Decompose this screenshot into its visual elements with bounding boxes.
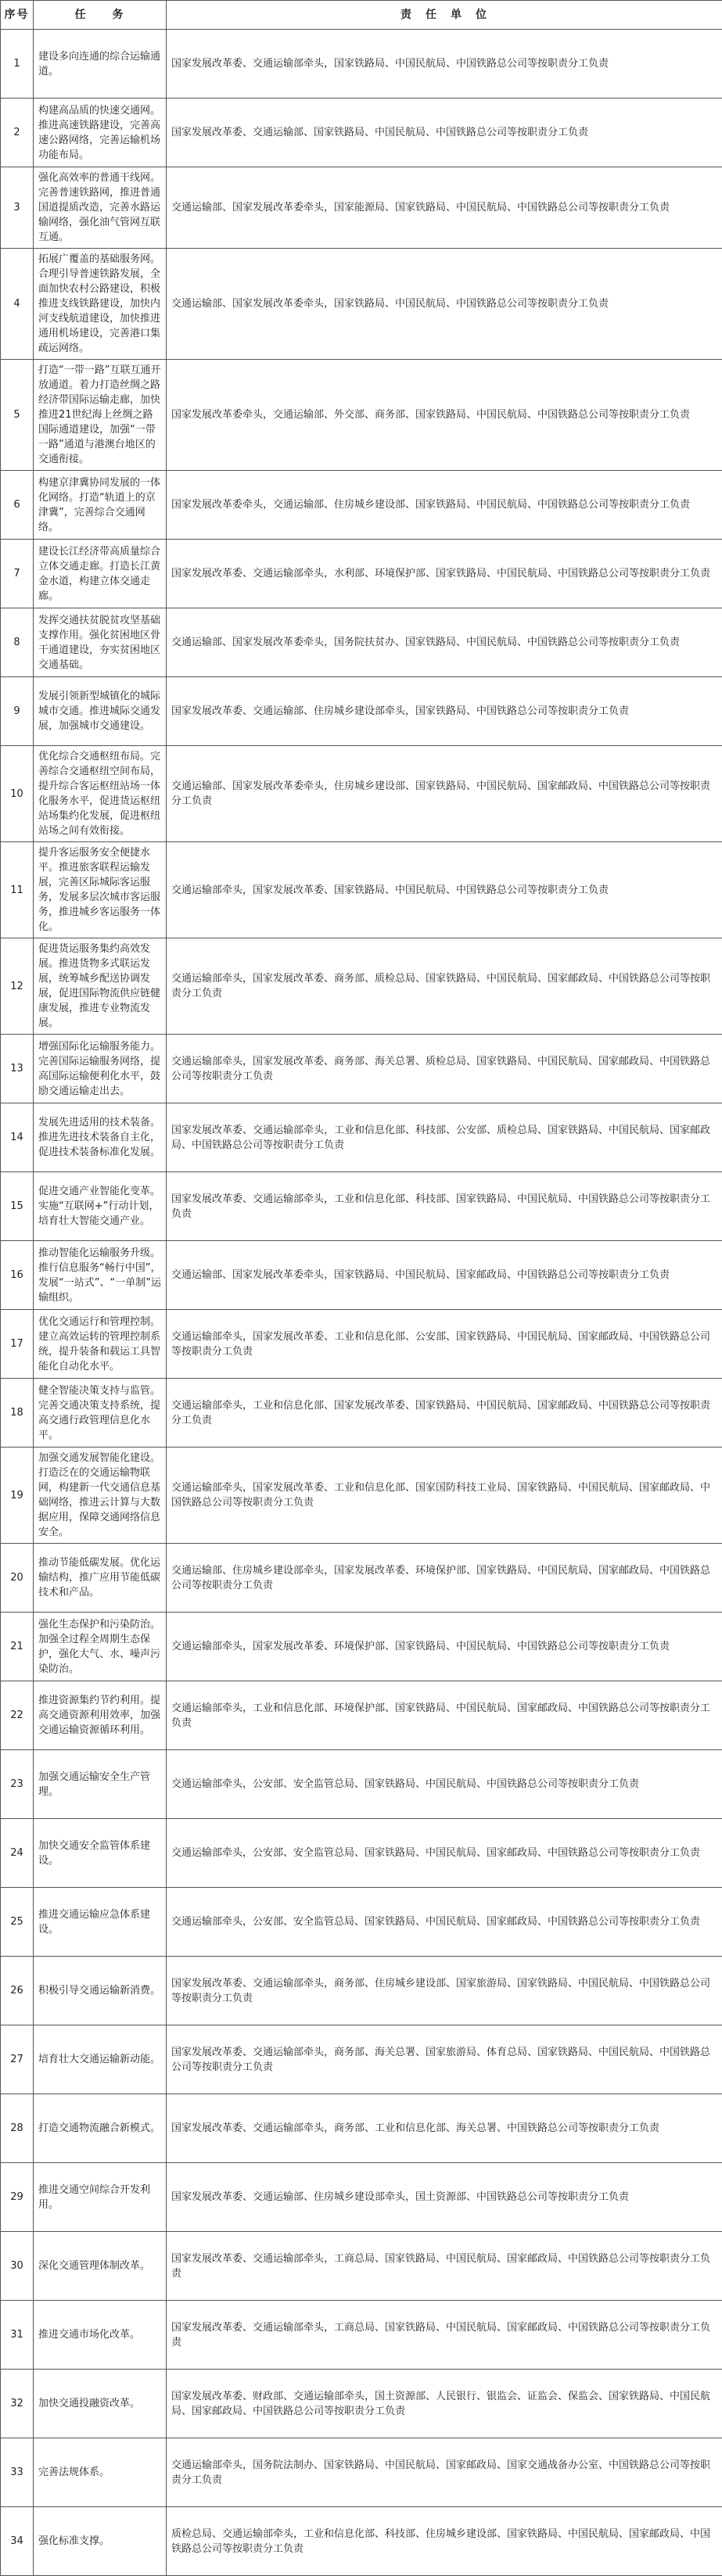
- row-index: 23: [1, 1750, 34, 1819]
- table-row: [1, 1957, 722, 2025]
- row-index: 8: [1, 608, 34, 677]
- table-row: [1, 249, 722, 360]
- row-dept: 国家发展改革委、交通运输部、住房城乡建设部牵头，国家铁路局、中国铁路总公司等按职责分工负责: [167, 677, 722, 746]
- row-dept: 国家发展改革委、交通运输部牵头，商务部、工业和信息化部、海关总署、中国铁路总公司等按职责分工负责: [167, 2094, 722, 2163]
- row-index: 29: [1, 2163, 34, 2232]
- row-task: 推动节能低碳发展。优化运输结构，推广应用节能低碳技术和产品。: [34, 1544, 167, 1613]
- row-dept: 交通运输部牵头，国家发展改革委、商务部、质检总局、国家铁路局、中国民航局、国家邮政局、中国铁路总公司等按职责分工负责: [167, 938, 722, 1035]
- row-dept: 交通运输部、国家发展改革委牵头，住房城乡建设部、国家铁路局、中国民航局、国家邮政局、中国铁路总公司等按职责分工负责: [167, 746, 722, 842]
- row-dept: 国家发展改革委、交通运输部牵头，工商总局、国家铁路局、中国民航局、国家邮政局、中国铁路总公司等按职责分工负责: [167, 2301, 722, 2370]
- row-dept: 国家发展改革委、交通运输部牵头，工业和信息化部、科技部、国家铁路局、中国民航局、中国铁路总公司等按职责分工负责: [167, 1172, 722, 1241]
- table-row: [1, 30, 722, 99]
- row-dept: 交通运输部牵头，国家发展改革委、商务部、海关总署、质检总局、国家铁路局、中国民航局、国家邮政局、中国铁路总公司等按职责分工负责: [167, 1035, 722, 1103]
- row-index: 20: [1, 1544, 34, 1613]
- row-index: 21: [1, 1613, 34, 1681]
- row-index: 32: [1, 2370, 34, 2438]
- row-index: 34: [1, 2507, 34, 2576]
- row-task: 构建高品质的快速交通网。推进高速铁路建设，完善高速公路网络，完善运输机场功能布局。: [34, 99, 167, 167]
- row-dept: 交通运输部、国家发展改革委牵头，国家铁路局、中国民航局、中国铁路总公司等按职责分工负责: [167, 249, 722, 360]
- row-task: 完善法规体系。: [34, 2438, 167, 2507]
- table-row: [1, 2094, 722, 2163]
- row-task: 促进交通产业智能化变革。实施“互联网+”行动计划，培育壮大智能交通产业。: [34, 1172, 167, 1241]
- row-dept: 交通运输部、国家发展改革委牵头，国家铁路局、中国民航局、国家邮政局、中国铁路总公司等按职责分工负责: [167, 1241, 722, 1310]
- header-index: 序号: [1, 1, 34, 30]
- row-dept: 国家发展改革委牵头，交通运输部、外交部、商务部、国家铁路局、中国民航局、中国铁路总公司等按职责分工负责: [167, 360, 722, 471]
- row-task: 发展先进适用的技术装备。推进先进技术装备自主化，促进技术装备标准化发展。: [34, 1103, 167, 1172]
- table-header-row: [1, 1, 722, 30]
- row-task: 加强交通发展智能化建设。打造泛在的交通运输物联网，构建新一代交通信息基础网络，推进云计算与大数据应用，保障交通网络信息安全。: [34, 1448, 167, 1544]
- row-task: 推进交通空间综合开发利用。: [34, 2163, 167, 2232]
- table-row: [1, 360, 722, 471]
- table-row: [1, 746, 722, 842]
- row-index: 2: [1, 99, 34, 167]
- row-index: 7: [1, 540, 34, 608]
- row-index: 15: [1, 1172, 34, 1241]
- table-row: [1, 1379, 722, 1448]
- header-task: 任 务: [34, 1, 167, 30]
- table-row: [1, 938, 722, 1035]
- table-row: [1, 1888, 722, 1957]
- row-task: 打造“一带一路”互联互通开放通道。着力打造丝绸之路经济带国际运输走廊，加快推进21世纪海上丝绸之路国际通道建设，加强“一带一路”通道与港澳台地区的交通衔接。: [34, 360, 167, 471]
- row-task: 打造交通物流融合新模式。: [34, 2094, 167, 2163]
- row-dept: 国家发展改革委、交通运输部牵头，水利部、环境保护部、国家铁路局、中国民航局、中国铁路总公司等按职责分工负责: [167, 540, 722, 608]
- row-dept: 交通运输部牵头，公安部、安全监管总局、国家铁路局、中国民航局、国家邮政局、中国铁路总公司等按职责分工负责: [167, 1888, 722, 1957]
- row-task: 加快交通安全监管体系建设。: [34, 1819, 167, 1888]
- table-row: [1, 1819, 722, 1888]
- row-index: 30: [1, 2232, 34, 2301]
- row-dept: 交通运输部牵头，国家发展改革委、工业和信息化部、国家国防科技工业局、国家铁路局、中国民航局、国家邮政局、中国铁路总公司等按职责分工负责: [167, 1448, 722, 1544]
- row-task: 推动智能化运输服务升级。推行信息服务“畅行中国”，发展“一站式”、“一单制”运输组织。: [34, 1241, 167, 1310]
- row-task: 建设多向连通的综合运输通道。: [34, 30, 167, 99]
- row-task: 积极引导交通运输新消费。: [34, 1957, 167, 2025]
- table-row: [1, 2301, 722, 2370]
- row-task: 促进货运服务集约高效发展。推进货物多式联运发展，统筹城乡配送协调发展，促进国际物流供应链健康发展，推进专业物流发展。: [34, 938, 167, 1035]
- row-index: 1: [1, 30, 34, 99]
- row-index: 10: [1, 746, 34, 842]
- table-row: [1, 1035, 722, 1103]
- row-task: 推进资源集约节约利用。提高交通资源利用效率，加强交通运输资源循环利用。: [34, 1681, 167, 1750]
- table-row: [1, 2232, 722, 2301]
- row-dept: 交通运输部牵头，工业和信息化部、国家发展改革委、国家铁路局、中国民航局、国家邮政局、中国铁路总公司等按职责分工负责: [167, 1379, 722, 1448]
- row-task: 推进交通运输应急体系建设。: [34, 1888, 167, 1957]
- row-task: 发挥交通扶贫脱贫攻坚基础支撑作用。强化贫困地区骨干通道建设，夯实贫困地区交通基础。: [34, 608, 167, 677]
- table-row: [1, 608, 722, 677]
- row-dept: 交通运输部、国家发展改革委牵头，国务院扶贫办、国家铁路局、中国民航局、中国铁路总公司等按职责分工负责: [167, 608, 722, 677]
- row-dept: 交通运输部牵头，国家发展改革委、工业和信息化部、公安部、国家铁路局、中国民航局、国家邮政局、中国铁路总公司等按职责分工负责: [167, 1310, 722, 1379]
- row-index: 17: [1, 1310, 34, 1379]
- row-task: 加快交通投融资改革。: [34, 2370, 167, 2438]
- header-dept: 责 任 单 位: [167, 1, 722, 30]
- row-index: 26: [1, 1957, 34, 2025]
- row-task: 推进交通市场化改革。: [34, 2301, 167, 2370]
- row-index: 22: [1, 1681, 34, 1750]
- row-index: 19: [1, 1448, 34, 1544]
- row-dept: 国家发展改革委、交通运输部、住房城乡建设部牵头，国土资源部、中国铁路总公司等按职责分工负责: [167, 2163, 722, 2232]
- row-index: 3: [1, 167, 34, 249]
- row-index: 6: [1, 471, 34, 540]
- table-row: [1, 2025, 722, 2094]
- row-task: 培育壮大交通运输新动能。: [34, 2025, 167, 2094]
- table-row: [1, 2163, 722, 2232]
- row-dept: 交通运输部牵头，公安部、安全监管总局、国家铁路局、中国民航局、国家邮政局、中国铁路总公司等按职责分工负责: [167, 1819, 722, 1888]
- table-body: [1, 30, 722, 2576]
- row-index: 24: [1, 1819, 34, 1888]
- row-dept: 交通运输部、国家发展改革委牵头，国家能源局、国家铁路局、中国民航局、中国铁路总公司等按职责分工负责: [167, 167, 722, 249]
- table-row: [1, 2370, 722, 2438]
- row-dept: 交通运输部牵头，国务院法制办、国家铁路局、中国民航局、国家邮政局、国家交通战备办公室、中国铁路总公司等按职责分工负责: [167, 2438, 722, 2507]
- table-row: [1, 1310, 722, 1379]
- table-row: [1, 167, 722, 249]
- row-index: 11: [1, 842, 34, 938]
- table-row: [1, 471, 722, 540]
- table-row: [1, 1544, 722, 1613]
- row-index: 31: [1, 2301, 34, 2370]
- row-index: 28: [1, 2094, 34, 2163]
- row-task: 增强国际化运输服务能力。完善国际运输服务网络，提高国际运输便利化水平，鼓励交通运输走出去。: [34, 1035, 167, 1103]
- row-task: 强化生态保护和污染防治。加强全过程全周期生态保护，强化大气、水、噪声污染防治。: [34, 1613, 167, 1681]
- row-task: 提升客运服务安全便捷水平。推进旅客联程运输发展，完善区际城际客运服务，发展多层次城市客运服务，推进城乡客运服务一体化。: [34, 842, 167, 938]
- row-index: 27: [1, 2025, 34, 2094]
- row-dept: 国家发展改革委、交通运输部、国家铁路局、中国民航局、中国铁路总公司等按职责分工负责: [167, 99, 722, 167]
- table-row: [1, 842, 722, 938]
- row-task: 构建京津冀协同发展的一体化网络。打造“轨道上的京津冀”，完善综合交通网络。: [34, 471, 167, 540]
- row-task: 加强交通运输安全生产管理。: [34, 1750, 167, 1819]
- row-task: 健全智能决策支持与监管。完善交通决策支持系统，提高交通行政管理信息化水平。: [34, 1379, 167, 1448]
- row-index: 18: [1, 1379, 34, 1448]
- row-index: 9: [1, 677, 34, 746]
- table-row: [1, 2438, 722, 2507]
- row-index: 13: [1, 1035, 34, 1103]
- table-row: [1, 1448, 722, 1544]
- row-task: 建设长江经济带高质量综合立体交通走廊。打造长江黄金水道，构建立体交通走廊。: [34, 540, 167, 608]
- table-row: [1, 1241, 722, 1310]
- row-dept: 交通运输部、住房城乡建设部牵头，国家发展改革委、环境保护部、国家铁路局、中国民航局、国家邮政局、中国铁路总公司等按职责分工负责: [167, 1544, 722, 1613]
- row-task: 深化交通管理体制改革。: [34, 2232, 167, 2301]
- table-row: [1, 1103, 722, 1172]
- row-index: 33: [1, 2438, 34, 2507]
- row-index: 12: [1, 938, 34, 1035]
- row-task: 发展引领新型城镇化的城际城市交通。推进城际交通发展，加强城市交通建设。: [34, 677, 167, 746]
- row-dept: 国家发展改革委、交通运输部牵头，工业和信息化部、科技部、公安部、质检总局、国家铁路局、中国民航局、国家邮政局、中国铁路总公司等按职责分工负责: [167, 1103, 722, 1172]
- row-task: 强化高效率的普通干线网。完善普速铁路网，推进普通国道提质改造，完善水路运输网络，强化油气管网互联互通。: [34, 167, 167, 249]
- row-dept: 国家发展改革委、交通运输部牵头，商务部、住房城乡建设部、国家旅游局、国家铁路局、中国民航局、中国铁路总公司等按职责分工负责: [167, 1957, 722, 2025]
- table-row: [1, 540, 722, 608]
- row-index: 5: [1, 360, 34, 471]
- row-task: 强化标准支撑。: [34, 2507, 167, 2576]
- row-task: 优化交通运行和管理控制。建立高效运转的管理控制系统，提升装备和载运工具智能化自动化水平。: [34, 1310, 167, 1379]
- row-index: 14: [1, 1103, 34, 1172]
- row-index: 4: [1, 249, 34, 360]
- table-row: [1, 1613, 722, 1681]
- row-dept: 国家发展改革委、交通运输部牵头，国家铁路局、中国民航局、中国铁路总公司等按职责分工负责: [167, 30, 722, 99]
- row-index: 25: [1, 1888, 34, 1957]
- table-row: [1, 1681, 722, 1750]
- row-dept: 交通运输部牵头，公安部、安全监管总局、国家铁路局、中国民航局、中国铁路总公司等按职责分工负责: [167, 1750, 722, 1819]
- row-dept: 交通运输部牵头，国家发展改革委、国家铁路局、中国民航局、中国铁路总公司等按职责分工负责: [167, 842, 722, 938]
- row-index: 16: [1, 1241, 34, 1310]
- row-dept: 质检总局、交通运输部牵头，工业和信息化部、科技部、住房城乡建设部、国家铁路局、中国民航局、国家邮政局、中国铁路总公司等按职责分工负责: [167, 2507, 722, 2576]
- row-task: 优化综合交通枢纽布局。完善综合交通枢纽空间布局，提升综合客运枢纽站场一体化服务水平，促进货运枢纽站场集约化发展，促进枢纽站场之间有效衔接。: [34, 746, 167, 842]
- row-dept: 国家发展改革委牵头，交通运输部、住房城乡建设部、国家铁路局、中国民航局、中国铁路总公司等按职责分工负责: [167, 471, 722, 540]
- row-dept: 国家发展改革委、财政部、交通运输部牵头，国土资源部、人民银行、银监会、证监会、保监会、国家铁路局、中国民航局、国家邮政局、中国铁路总公司等按职责分工负责: [167, 2370, 722, 2438]
- table-row: [1, 677, 722, 746]
- row-dept: 交通运输部牵头，国家发展改革委、环境保护部、国家铁路局、中国民航局、中国铁路总公司等按职责分工负责: [167, 1613, 722, 1681]
- table-row: [1, 1750, 722, 1819]
- row-dept: 交通运输部牵头，工业和信息化部、环境保护部、国家铁路局、中国民航局、国家邮政局、中国铁路总公司等按职责分工负责: [167, 1681, 722, 1750]
- row-dept: 国家发展改革委、交通运输部牵头，工商总局、国家铁路局、中国民航局、国家邮政局、中国铁路总公司等按职责分工负责: [167, 2232, 722, 2301]
- row-dept: 国家发展改革委、交通运输部牵头，商务部、海关总署、国家旅游局、体育总局、国家铁路局、中国民航局、中国铁路总公司等按职责分工负责: [167, 2025, 722, 2094]
- row-task: 拓展广覆盖的基础服务网。合理引导普速铁路发展，全面加快农村公路建设，积极推进支线铁路建设，加快内河支线航道建设，加快推进通用机场建设，完善港口集疏运网络。: [34, 249, 167, 360]
- table-row: [1, 2507, 722, 2576]
- table-row: [1, 1172, 722, 1241]
- table-row: [1, 99, 722, 167]
